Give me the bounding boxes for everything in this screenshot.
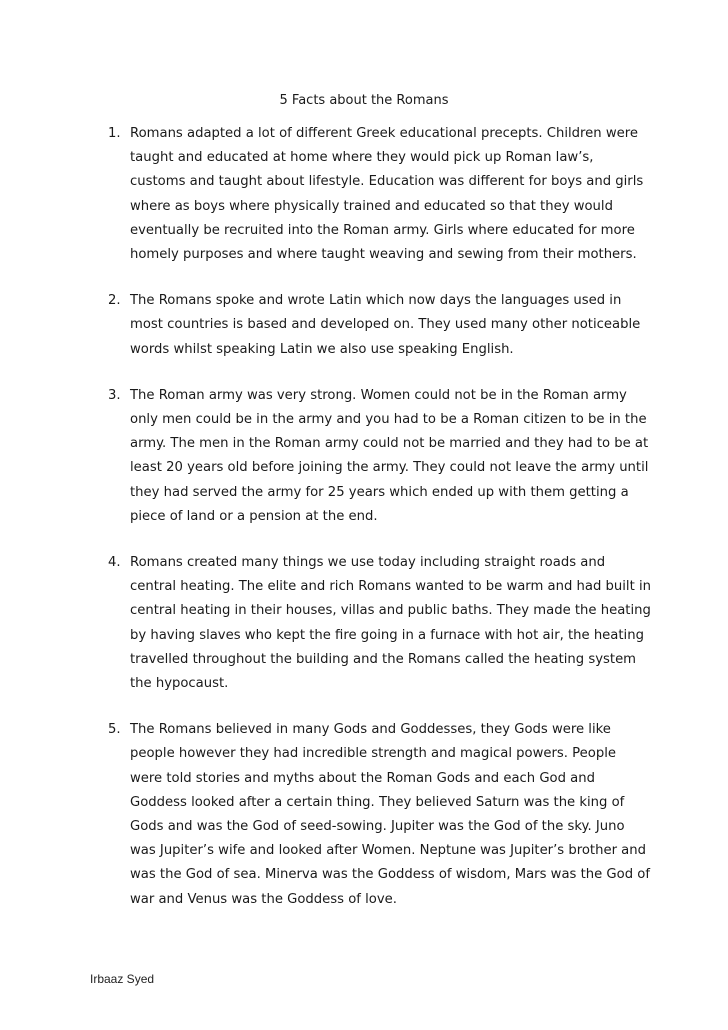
facts-list (92, 122, 652, 934)
fact-item-1 (92, 122, 652, 267)
fact-item-2 (92, 289, 652, 362)
fact-number: 3. (108, 387, 121, 403)
fact-text: Romans created many things we use today including straight roads and central heating. The elite and rich Romans wanted to be warm and had built in central heating in their houses, villas and public baths. They made the heating by having slaves who kept the fire going in a furnace with hot air, the heating travelled throughout the building and the Romans called the heating system the hypocaust. (130, 555, 651, 692)
fact-item-3 (92, 384, 652, 529)
fact-text: Romans adapted a lot of different Greek educational precepts. Children were taught and educated at home where they would pick up Roman law’s, customs and taught about lifestyle. Education was different for boys and girls where as boys where physically trained and educated so that they would eventually be recruited into the Roman army. Girls where educated for more homely purposes and where taught weaving and sewing from their mothers. (130, 126, 644, 263)
fact-number: 1. (108, 126, 121, 141)
fact-item-4 (92, 551, 652, 696)
fact-number: 2. (108, 293, 121, 309)
fact-text: The Romans spoke and wrote Latin which now days the languages used in most countries is based and developed on. They used many other noticeable words whilst speaking Latin we also use speaking English. (130, 293, 641, 357)
fact-text: The Roman army was very strong. Women could not be in the Roman army only men could be in the army and you had to be a Roman citizen to be in the army. The men in the Roman army could not be married and they had to be at least 20 years old before joining the army. They could not leave the army until they had served the army for 25 years which ended up with them getting a piece of land or a pension at the end. (130, 387, 649, 524)
fact-number: 4. (108, 555, 121, 571)
fact-item-5 (92, 718, 652, 912)
fact-text: The Romans believed in many Gods and Goddesses, they Gods were like people however they had incredible strength and magical powers. People were told stories and myths about the Roman Gods and each God and Goddess looked after a certain thing. They believed Saturn was the king of Gods and was the God of seed-sowing. Jupiter was the God of the sky. Juno was Jupiter’s wife and looked after Women. Neptune was Jupiter’s brother and was the God of sea. Minerva was the Goddess of wisdom, Mars was the God of war and Venus was the Goddess of love. (130, 722, 650, 907)
fact-number: 5. (108, 722, 121, 738)
footer-author: Irbaaz Syed (90, 972, 155, 986)
document-title: 5 Facts about the Romans (279, 93, 449, 108)
